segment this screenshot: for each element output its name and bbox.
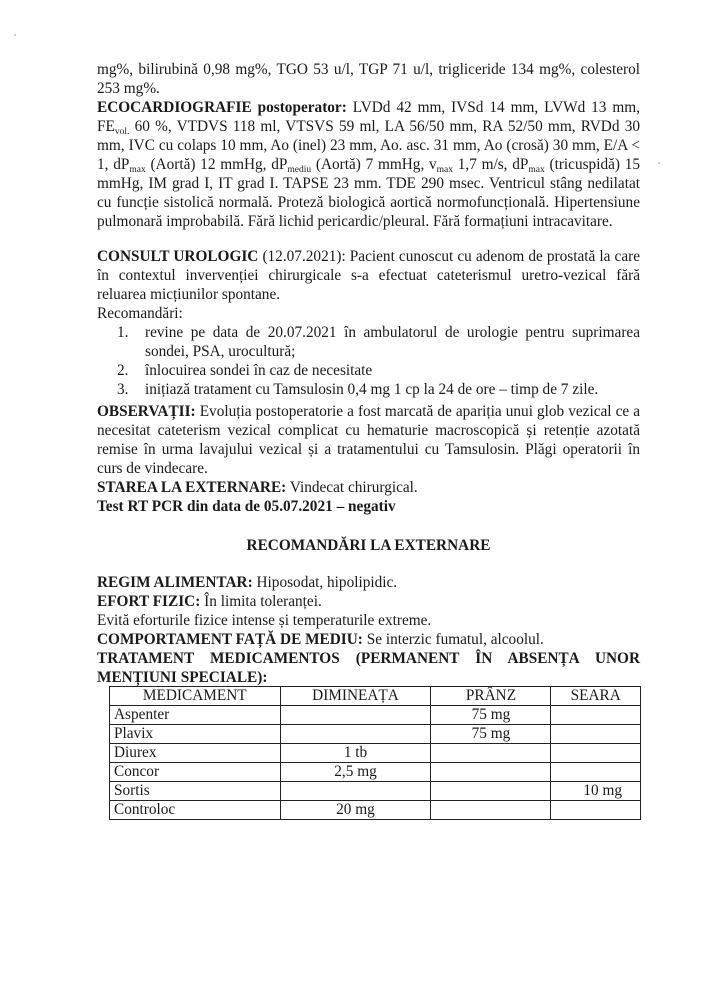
noon-dose-cell xyxy=(431,782,551,801)
urology-consult-text: (12.07.2021): Pacient cunoscut cu adenom de prostată la care în contextul invervenției chirurgicale s-a efectuat cateterismul uretro-vezical fără reluarea micțiunilor spontane. xyxy=(97,248,640,303)
effort-note-line xyxy=(97,611,640,630)
medication-name-cell: Plavix xyxy=(110,725,281,744)
morning-dose-cell: 2,5 mg xyxy=(280,763,431,782)
treatment-heading-text: TRATAMENT MEDICAMENTOS (PERMANENT ÎN ABSENȚA UNOR MENȚIUNI SPECIALE): xyxy=(97,650,640,686)
discharge-state-heading: STAREA LA EXTERNARE: xyxy=(97,479,287,496)
table-row xyxy=(110,744,641,763)
scan-speck xyxy=(658,162,660,164)
morning-dose-cell: 1 tb xyxy=(280,744,431,763)
table-row xyxy=(110,763,641,782)
column-header-noon: PRÂNZ xyxy=(431,687,551,706)
behavior-label: COMPORTAMENT FAȚĂ DE MEDIU: xyxy=(97,631,363,648)
table-row xyxy=(110,782,641,801)
evening-dose-cell xyxy=(551,801,641,820)
list-item-number: 2. xyxy=(117,362,129,379)
urology-consult-heading: CONSULT UROLOGIC xyxy=(97,248,259,265)
observations-paragraph xyxy=(97,402,640,478)
echo-subscript: max xyxy=(528,165,545,175)
effort-note-text: Evită eforturile fizice intense și temperaturile extreme. xyxy=(97,612,432,629)
diet-line xyxy=(97,573,640,592)
list-item-text: revine pe data de 20.07.2021 în ambulatorul de urologie pentru suprimarea sondei, PSA, urocultură; xyxy=(145,324,640,360)
noon-dose-cell xyxy=(431,744,551,763)
medication-name-cell: Diurex xyxy=(110,744,281,763)
list-item xyxy=(97,361,640,380)
lab-results-paragraph xyxy=(97,60,640,98)
noon-dose-cell: 75 mg xyxy=(431,706,551,725)
recommendations-label xyxy=(97,304,640,323)
urology-consult-paragraph xyxy=(97,247,640,304)
noon-dose-cell xyxy=(431,801,551,820)
evening-dose-cell: 10 mg xyxy=(551,782,641,801)
effort-line xyxy=(97,592,640,611)
list-item-text: înlocuirea sondei în caz de necesitate xyxy=(145,362,373,379)
observations-text: Evoluția postoperatorie a fost marcată de apariția unui glob vezical ce a necesitat cateterism vezical complicat cu hematurie macroscopică și retenție azotată remise în urma lavajului vezical și a tratamentului cu Tamsulosin. Plăgi operatorii în curs de vindecare. xyxy=(97,403,640,477)
table-row xyxy=(110,706,641,725)
effort-text: În limita toleranței. xyxy=(200,593,322,610)
discharge-state xyxy=(97,478,640,497)
echo-text-1: LVDd 42 mm, IVSd 14 mm, LVWd 13 mm, FE xyxy=(97,99,640,135)
urology-recommendations-list xyxy=(97,323,640,399)
echocardiography-heading: ECOCARDIOGRAFIE postoperator: xyxy=(97,99,347,116)
scan-speck xyxy=(14,34,16,36)
effort-label: EFORT FIZIC: xyxy=(97,593,201,610)
pcr-test-text: Test RT PCR din data de 05.07.2021 – negativ xyxy=(97,498,396,515)
discharge-state-text: Vindecat chirurgical. xyxy=(286,479,418,496)
recommendations-title xyxy=(97,536,640,555)
echo-text-5: 1,7 m/s, dP xyxy=(453,156,529,173)
echo-subscript: max xyxy=(129,165,146,175)
list-item-text: inițiază tratament cu Tamsulosin 0,4 mg 1 cp la 24 de ore – timp de 7 zile. xyxy=(145,381,599,398)
behavior-text: Se interzic fumatul, alcoolul. xyxy=(362,631,544,648)
medication-name-cell: Controloc xyxy=(110,801,281,820)
noon-dose-cell xyxy=(431,763,551,782)
evening-dose-cell xyxy=(551,763,641,782)
column-header-evening: SEARA xyxy=(551,687,641,706)
echocardiography-paragraph xyxy=(97,98,640,231)
lab-results-text: mg%, bilirubină 0,98 mg%, TGO 53 u/l, TGP 71 u/l, trigliceride 134 mg%, colesterol 253 mg%. xyxy=(97,61,640,97)
table-row xyxy=(110,725,641,744)
evening-dose-cell xyxy=(551,706,641,725)
behavior-line xyxy=(97,630,640,649)
morning-dose-cell xyxy=(280,706,431,725)
echo-text-4: (Aortă) 7 mmHg, v xyxy=(311,156,437,173)
echo-subscript: vol. xyxy=(114,127,130,137)
treatment-heading xyxy=(97,649,640,687)
morning-dose-cell: 20 mg xyxy=(280,801,431,820)
list-item-number: 3. xyxy=(117,381,129,398)
recommendations-title-text: RECOMANDĂRI LA EXTERNARE xyxy=(246,537,491,554)
medication-name-cell: Concor xyxy=(110,763,281,782)
evening-dose-cell xyxy=(551,725,641,744)
echo-text-3: (Aortă) 12 mmHg, dP xyxy=(145,156,288,173)
echo-text-6: (tricuspidă) 15 mmHg, IM grad I, IT grad I. TAPSE 23 mm. TDE 290 msec. Ventricul stâng nedilatat cu funcție sistolică normală. Proteză biologică aortică normofuncțională. Hipertensiune pulmonară improbabilă. Fără lichid pericardic/pleural. Fără formațiuni intracavitare. xyxy=(97,156,640,230)
pcr-test-line xyxy=(97,497,640,516)
table-header-row xyxy=(110,687,641,706)
list-item-number: 1. xyxy=(117,324,129,341)
observations-heading: OBSERVAȚII: xyxy=(97,403,196,420)
list-item xyxy=(97,323,640,361)
medication-name-cell: Aspenter xyxy=(110,706,281,725)
column-header-medicament: MEDICAMENT xyxy=(110,687,281,706)
table-row xyxy=(110,801,641,820)
evening-dose-cell xyxy=(551,744,641,763)
medication-name-cell: Sortis xyxy=(110,782,281,801)
diet-text: Hiposodat, hipolipidic. xyxy=(252,574,398,591)
morning-dose-cell xyxy=(280,725,431,744)
recommendations-label-text: Recomandări: xyxy=(97,305,183,322)
echo-subscript: mediu xyxy=(287,165,312,175)
list-item xyxy=(97,380,640,399)
medication-table xyxy=(109,686,641,820)
noon-dose-cell: 75 mg xyxy=(431,725,551,744)
morning-dose-cell xyxy=(280,782,431,801)
echo-subscript: max xyxy=(436,165,454,175)
column-header-morning: DIMINEAȚA xyxy=(280,687,431,706)
diet-label: REGIM ALIMENTAR: xyxy=(97,574,253,591)
echo-text-2: 60 %, VTDVS 118 ml, VTSVS 59 ml, LA 56/50 mm, RA 52/50 mm, RVDd 30 mm, IVC cu colaps 10 mm, Ao (inel) 23 mm, Ao. asc. 31 mm, Ao (crosă) 30 mm, E/A < 1, dP xyxy=(97,118,640,173)
